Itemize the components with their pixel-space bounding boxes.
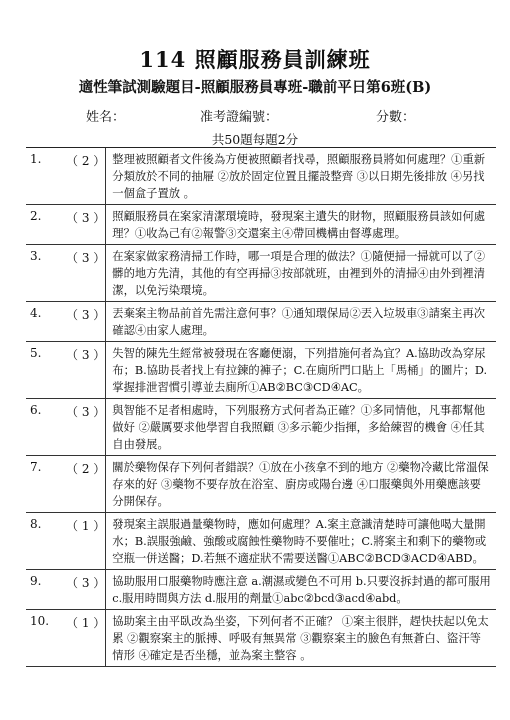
score-label: 分數：: [376, 110, 416, 125]
question-answer: （ 3 ）: [66, 302, 106, 342]
question-table: [26, 148, 496, 667]
score-note: 共50題每題2分: [211, 132, 299, 147]
question-answer: （ 1 ）: [66, 513, 106, 570]
question-text: 照顧服務員在案家清潔環境時，發現案主遺失的財物，照顧服務員該如何處理？①收為己有②報警③交還案主④帶回機構由督導處理。: [106, 205, 496, 245]
question-text: 協助服用口服藥物時應注意 a.潮濕或變色不可用 b.只要沒拆封過的都可服用 c.服用時間與方法 d.服用的劑量①abc②bcd③acd④abd。: [106, 570, 496, 610]
exam-id-label: 准考證編號：: [200, 110, 279, 125]
question-row: [26, 302, 496, 342]
question-text: 協助案主由平臥改為坐姿，下列何者不正確？ ①案主很胖，趕快扶起以免太累 ②觀察案主的脈搏、呼吸有無異常 ③觀察案主的臉色有無蒼白、盜汗等情形 ④確定是否坐穩，並為案主整容 。: [106, 610, 496, 667]
question-text: 發現案主誤服過量藥物時，應如何處理？A.案主意識清楚時可讓他喝大量開水；B.誤服強鹼、強酸或腐蝕性藥物時不要催吐；C.將案主和剩下的藥物或空瓶一併送醫；D.若無不適症狀不需要送醫①ABC②BCD③ACD④ABD。: [106, 513, 496, 570]
question-text: 在案家做家務清掃工作時，哪一項是合理的做法？①隨便掃一掃就可以了②髒的地方先清，其他的有空再掃③按部就班，由裡到外的清掃④由外到裡清潔，以免污染環境。: [106, 245, 496, 302]
question-text: 丟棄案主物品前首先需注意何事？①通知環保局②丟入垃圾車③請案主再次確認④由家人處理。: [106, 302, 496, 342]
question-number: 9.: [26, 570, 66, 610]
question-number: 1.: [26, 148, 66, 205]
question-row: [26, 399, 496, 456]
question-row: [26, 610, 496, 667]
name-label: 姓名：: [86, 110, 126, 125]
question-number: 7.: [26, 456, 66, 513]
question-row: [26, 245, 496, 302]
question-row: [26, 456, 496, 513]
question-answer: （ 1 ）: [66, 610, 106, 667]
question-row: [26, 148, 496, 205]
question-number: 5.: [26, 342, 66, 399]
question-number: 4.: [26, 302, 66, 342]
question-text: 關於藥物保存下列何者錯誤？①放在小孩拿不到的地方 ②藥物冷藏比常溫保存來的好 ③藥物不要存放在浴室、廚房或陽台邊 ④口服藥與外用藥應該要分開保存。: [106, 456, 496, 513]
question-number: 2.: [26, 205, 66, 245]
question-row: [26, 342, 496, 399]
question-answer: （ 3 ）: [66, 570, 106, 610]
question-number: 10.: [26, 610, 66, 667]
question-row: [26, 570, 496, 610]
question-text: 整理被照顧者文件後為方便被照顧者找尋，照顧服務員將如何處理？①重新分類放於不同的抽屜 ②放於固定位置且擺設整齊 ③以日期先後排放 ④另找一個盒子置放 。: [106, 148, 496, 205]
question-answer: （ 2 ）: [66, 456, 106, 513]
exam-subtitle: 適性筆試測驗題目-照顧服務員專班-職前平日第6班(B): [78, 79, 432, 96]
question-text: 與智能不足者相處時，下列服務方式何者為正確？①多同情他，凡事都幫他做好 ②嚴厲要求他學習自我照顧 ③多示範少指揮，多給練習的機會 ④任其自由發展。: [106, 399, 496, 456]
question-text: 失智的陳先生經常被發現在客廳便溺，下列措施何者為宜？A.協助改為穿尿布；B.協助長者找上有拉鍊的褲子；C.在廁所門口貼上「馬桶」的圖片；D.掌握排泄習慣引導並去廁所①AB②BC③CD④AC。: [106, 342, 496, 399]
question-answer: （ 3 ）: [66, 342, 106, 399]
question-number: 3.: [26, 245, 66, 302]
question-row: [26, 513, 496, 570]
question-answer: （ 3 ）: [66, 205, 106, 245]
question-answer: （ 3 ）: [66, 245, 106, 302]
question-number: 8.: [26, 513, 66, 570]
question-row: [26, 205, 496, 245]
question-number: 6.: [26, 399, 66, 456]
question-answer: （ 2 ）: [66, 148, 106, 205]
exam-title: 114 照顧服務員訓練班: [139, 47, 371, 72]
question-answer: （ 3 ）: [66, 399, 106, 456]
